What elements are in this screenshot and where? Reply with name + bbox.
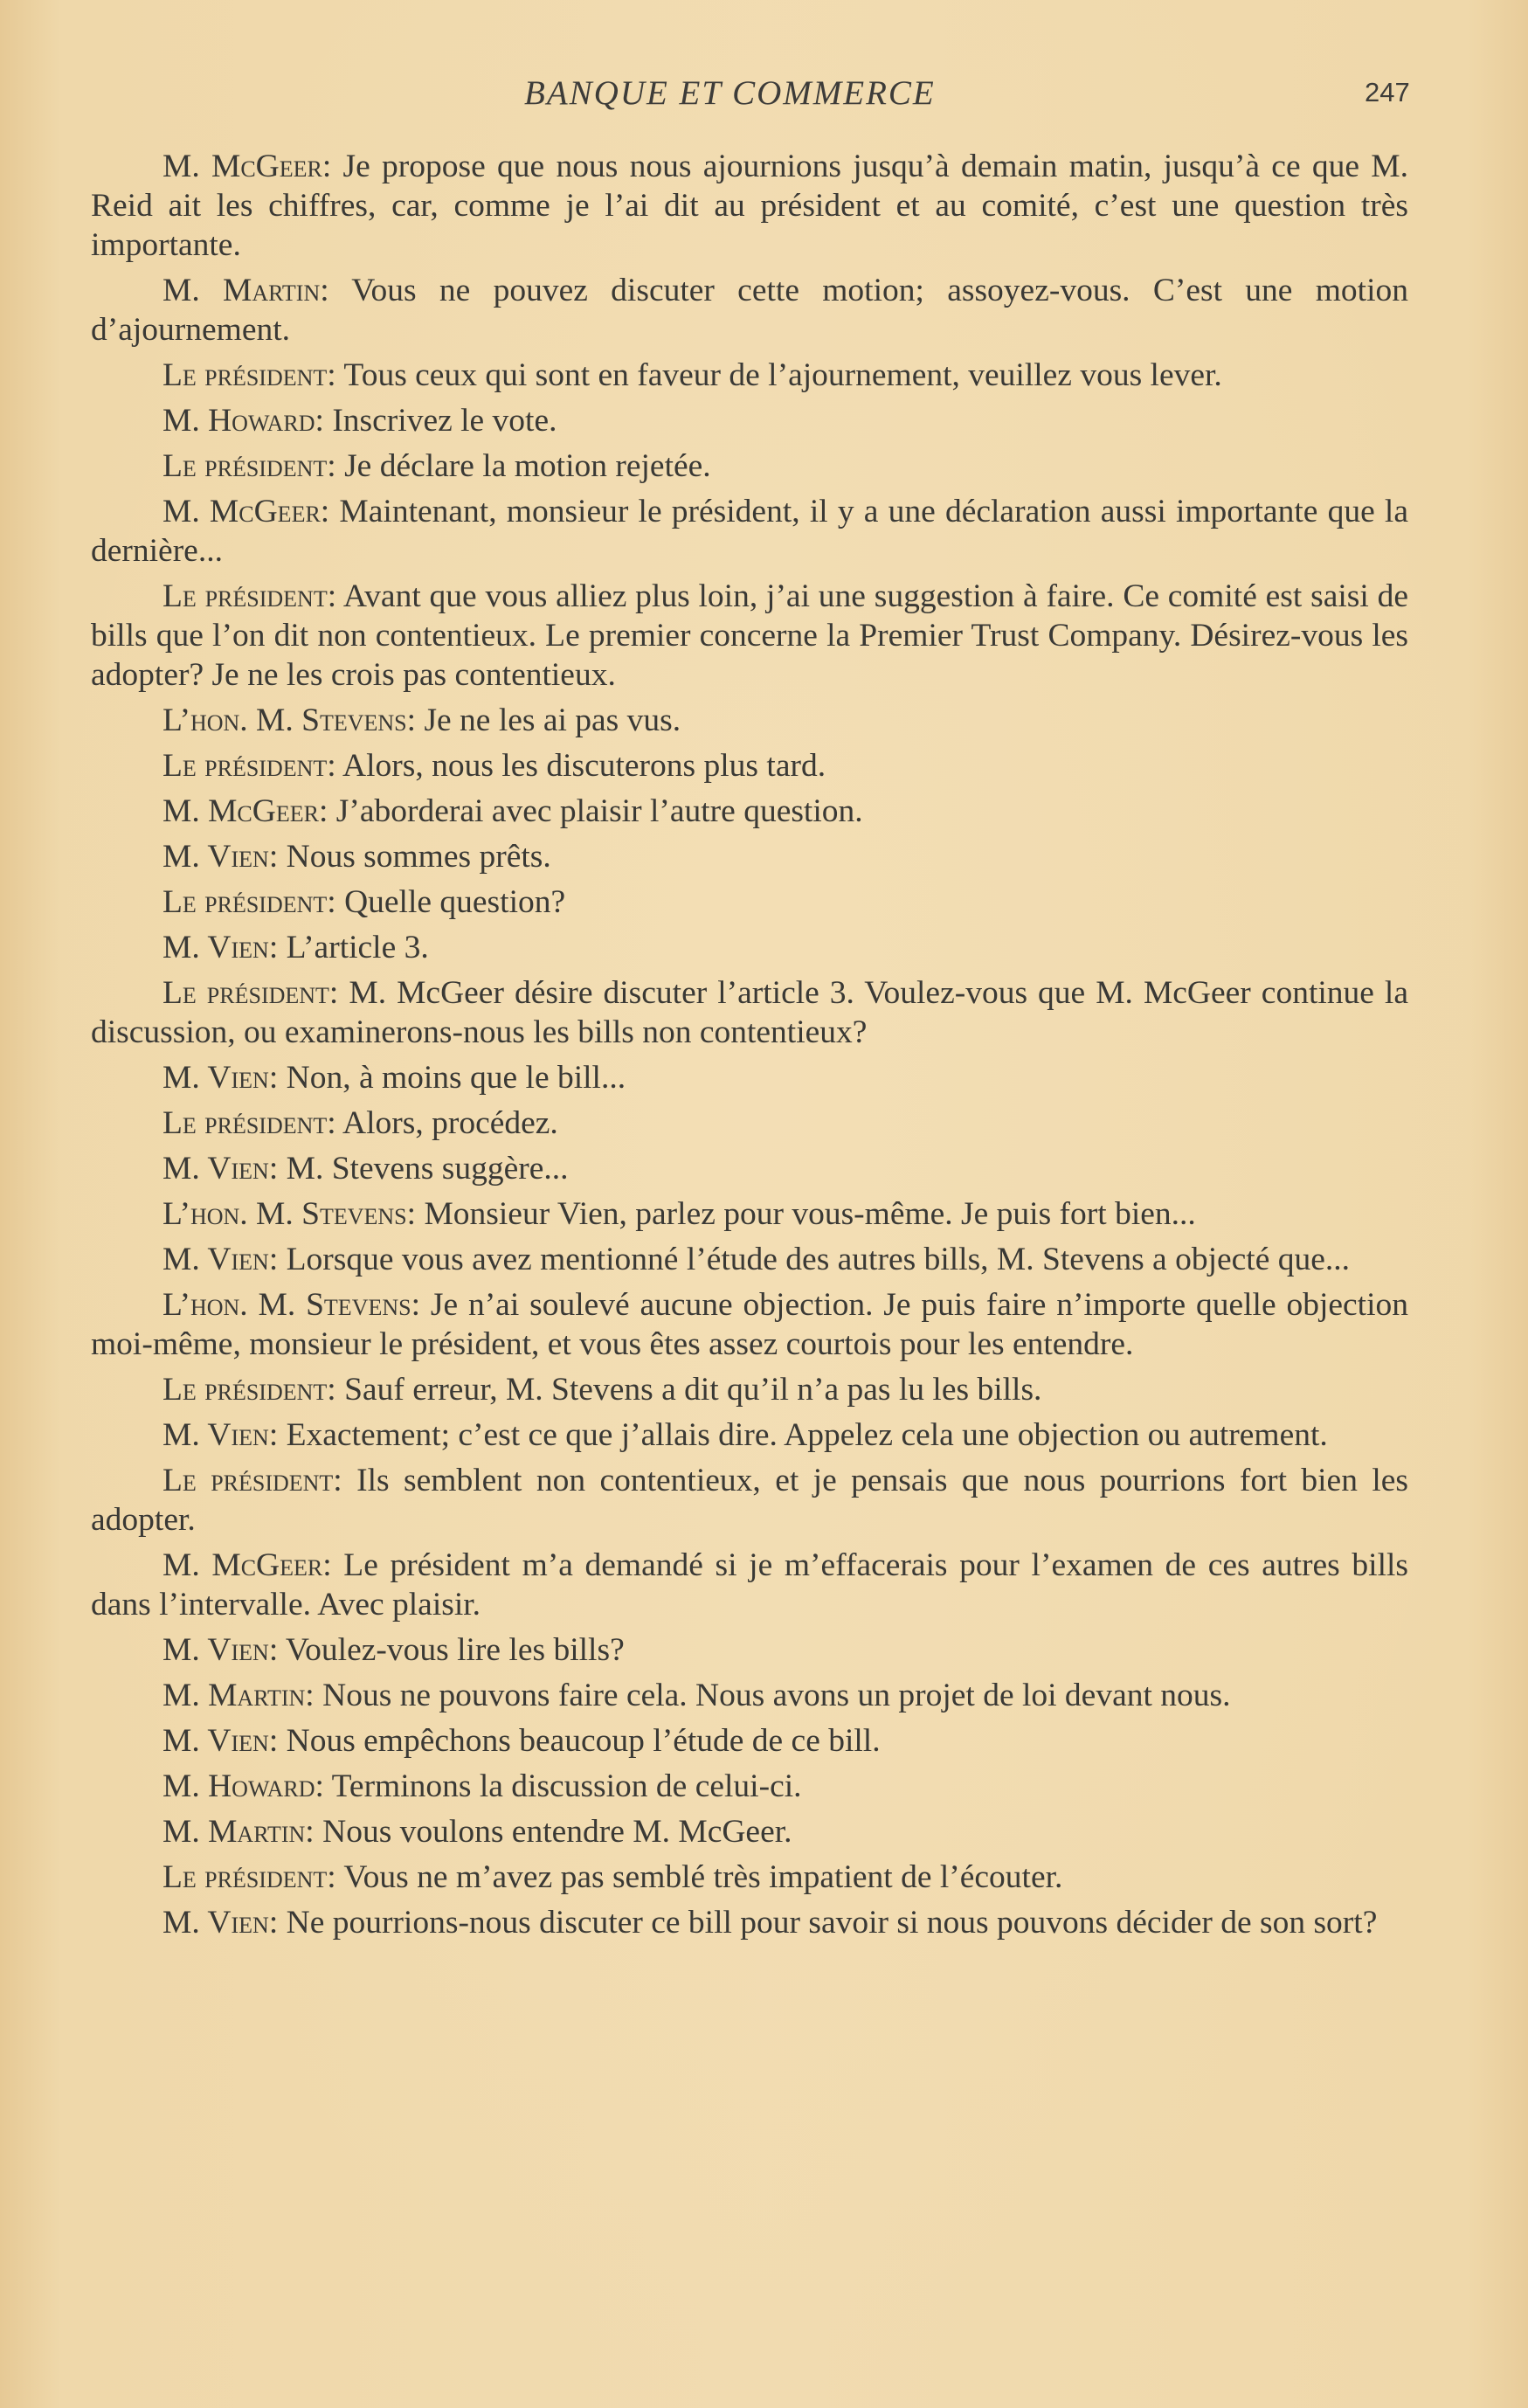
speech-text: Ils semblent non contentieux, et je pensais que nous pourrions fort bien les adopter. [91,1463,1409,1538]
speech-text: Quelle question? [335,884,566,920]
speaker-name: L’hon. M. Stevens: [162,702,417,738]
transcript-paragraph [91,1858,1408,1897]
speech-text: Alors, nous les discuterons plus tard. [335,748,826,784]
transcript-paragraph [91,1721,1408,1761]
speech-text: Tous ceux qui sont en faveur de l’ajournement, veuillez vous lever. [335,357,1222,393]
speech-text: Monsieur Vien, parlez pour vous-même. Je puis fort bien... [416,1196,1196,1232]
transcript-paragraph [91,1370,1408,1409]
transcript-paragraph [91,1546,1408,1624]
speech-text: Je déclare la motion rejetée. [335,448,711,484]
speaker-name: M. Vien: [162,839,279,875]
speaker-name: M. McGeer: [162,793,328,829]
speaker-name: Le président: [162,357,336,393]
speaker-name: Le président: [162,748,336,784]
speaker-name: M. Howard: [162,403,324,439]
transcript-paragraph [91,1415,1408,1455]
speech-text: M. Stevens suggère... [278,1151,569,1187]
speaker-name: M. McGeer: [162,149,332,184]
transcript-paragraph [91,356,1408,395]
transcript-paragraph [91,792,1408,831]
speech-text: Je ne les ai pas vus. [416,702,681,738]
transcript-paragraph [91,882,1408,922]
speech-text: Sauf erreur, M. Stevens a dit qu’il n’a pas lu les bills. [335,1372,1042,1408]
speech-text: Lorsque vous avez mentionné l’étude des autres bills, M. Stevens a objecté que... [278,1242,1350,1277]
transcript-paragraph [91,401,1408,440]
transcript-paragraph [91,577,1408,695]
speech-text: Exactement; c’est ce que j’allais dire. Appelez cela une objection ou autrement. [278,1417,1328,1453]
speaker-name: M. McGeer: [162,1547,332,1583]
transcript-paragraph [91,1903,1408,1942]
speech-text: Vous ne m’avez pas semblé très impatient de l’écouter. [335,1859,1063,1895]
speech-text: Nous empêchons beaucoup l’étude de ce bill. [278,1723,881,1759]
transcript-paragraph [91,446,1408,486]
speaker-name: L’hon. M. Stevens: [162,1196,417,1232]
transcript-paragraph [91,147,1408,265]
speech-text: M. McGeer désire discuter l’article 3. Voulez-vous que M. McGeer continue la discussion, ou examinerons-nous les bills non contentieux? [91,975,1408,1050]
speaker-name: Le président: [162,884,336,920]
transcript-paragraph [91,837,1408,876]
transcript-paragraph [91,1676,1408,1715]
speaker-name: L’hon. M. Stevens: [162,1287,421,1323]
transcript-paragraph [91,1630,1408,1670]
speaker-name: Le président: [162,1859,336,1895]
speaker-name: M. Vien: [162,1632,279,1668]
transcript-paragraph [91,1285,1408,1364]
speech-text: Nous voulons entendre M. McGeer. [314,1814,792,1850]
speech-text: Nous ne pouvons faire cela. Nous avons un projet de loi devant nous. [314,1678,1231,1713]
speech-text: Vous ne pouvez discuter cette motion; assoyez-vous. C’est une motion d’ajournement. [91,273,1408,348]
speaker-name: M. Martin: [162,273,329,308]
speaker-name: Le président: [162,578,337,614]
speech-text: Non, à moins que le bill... [278,1060,626,1096]
transcript-paragraph [91,271,1408,349]
speaker-name: M. Vien: [162,1905,279,1941]
speaker-name: M. McGeer: [162,494,330,529]
speech-text: J’aborderai avec plaisir l’autre question. [328,793,863,829]
speech-text: Le président m’a demandé si je m’effacerais pour l’examen de ces autres bills dans l’intervalle. Avec plaisir. [91,1547,1408,1623]
speech-text: L’article 3. [278,930,429,965]
transcript-body [91,147,1408,1948]
transcript-paragraph [91,1058,1408,1097]
speech-text: Alors, procédez. [335,1105,558,1141]
speech-text: Inscrivez le vote. [323,403,557,439]
speaker-name: M. Vien: [162,930,279,965]
speaker-name: M. Vien: [162,1723,279,1759]
speaker-name: M. Vien: [162,1060,279,1096]
speaker-name: M. Martin: [162,1814,315,1850]
speaker-name: M. Vien: [162,1417,279,1453]
speaker-name: Le président: [162,975,339,1011]
speaker-name: M. Martin: [162,1678,315,1713]
speech-text: Ne pourrions-nous discuter ce bill pour savoir si nous pouvons décider de son sort? [278,1905,1378,1941]
speech-text: Avant que vous alliez plus loin, j’ai une suggestion à faire. Ce comité est saisi de bills que l’on dit non contentieux. Le premier concerne la Premier Trust Company. Désirez-vous les adopter? Je ne les crois pas contentieux. [91,578,1408,693]
speech-text: Nous sommes prêts. [278,839,551,875]
speech-text: Je n’ai soulevé aucune objection. Je puis faire n’importe quelle objection moi-même, monsieur le président, et vous êtes assez courtois pour les entendre. [91,1287,1409,1362]
speaker-name: M. Vien: [162,1151,279,1187]
transcript-paragraph [91,1240,1408,1279]
transcript-paragraph [91,1194,1408,1234]
transcript-paragraph [91,1767,1408,1806]
transcript-paragraph [91,928,1408,967]
page-header [0,73,1528,126]
transcript-paragraph [91,492,1408,571]
speaker-name: Le président: [162,448,336,484]
speech-text: Maintenant, monsieur le président, il y a une déclaration aussi importante que la dernière... [91,494,1408,569]
transcript-paragraph [91,1461,1408,1540]
transcript-paragraph [91,1149,1408,1188]
speech-text: Voulez-vous lire les bills? [278,1632,625,1668]
speaker-name: Le président: [162,1105,336,1141]
transcript-paragraph [91,1104,1408,1143]
speaker-name: Le président: [162,1463,342,1498]
speaker-name: M. Howard: [162,1768,324,1804]
speech-text: Terminons la discussion de celui-ci. [323,1768,802,1804]
transcript-paragraph [91,973,1408,1052]
transcript-paragraph [91,701,1408,740]
speech-text: Je propose que nous nous ajournions jusqu’à demain matin, jusqu’à ce que M. Reid ait les chiffres, car, comme je l’ai dit au président et au comité, c’est une question très importante. [91,149,1408,263]
transcript-paragraph [91,746,1408,785]
transcript-paragraph [91,1812,1408,1851]
speaker-name: Le président: [162,1372,336,1408]
running-head: BANQUE ET COMMERCE [524,74,936,112]
speaker-name: M. Vien: [162,1242,279,1277]
page-number: 247 [1365,77,1410,107]
